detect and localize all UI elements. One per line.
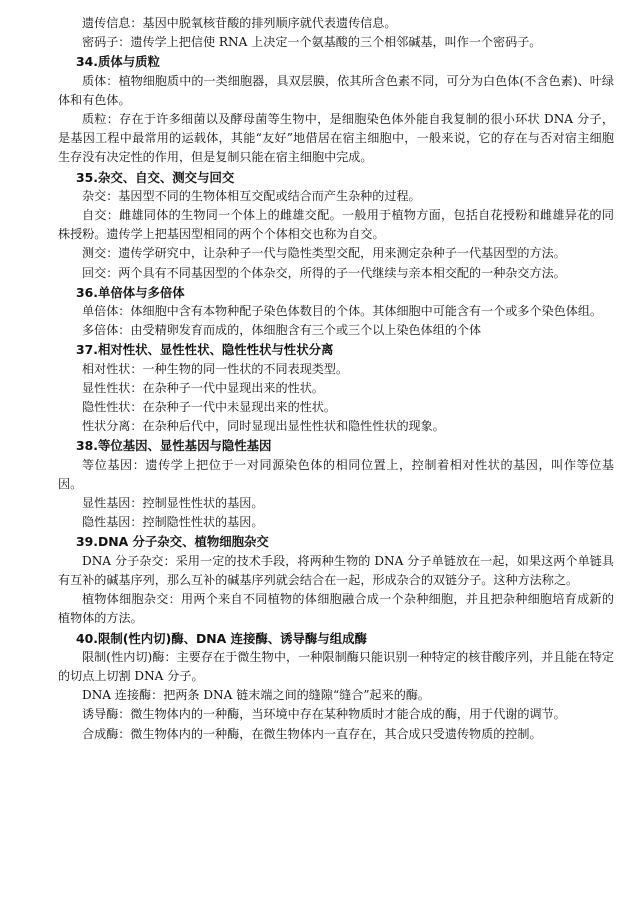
def-allele: 等位基因：遗传学上把位于一对同源染色体的相同位置上，控制着相对性状的基因，叫作等位基因。 <box>58 457 614 491</box>
def-dominant-trait: 显性性状：在杂种子一代中显现出来的性状。 <box>82 380 324 395</box>
section-heading-36: 36.单倍体与多倍体 <box>76 284 185 300</box>
def-haploid: 单倍体：体细胞中含有本物种配子染色体数目的个体。其体细胞中可能含有一个或多个染色体组。 <box>82 304 603 319</box>
def-plastid: 质体：植物细胞质中的一类细胞器，具双层膜，依其所含色素不同，可分为白色体(不含色素)、叶绿体和有色体。 <box>58 73 614 107</box>
section-heading-39: 39.DNA 分子杂交、植物细胞杂交 <box>76 534 269 550</box>
def-trait-segregation: 性状分离：在杂种后代中，同时显现出显性性状和隐性性状的现象。 <box>82 419 445 434</box>
def-polyploid: 多倍体：由受精卵发育而成的，体细胞含有三个或三个以上染色体组的个体 <box>82 323 482 338</box>
def-backcross: 回交：两个具有不同基因型的个体杂交，所得的子一代继续与亲本相交配的一种杂交方法。 <box>82 265 566 280</box>
def-selfing: 自交：雌雄同体的生物同一个体上的雌雄交配。一般用于植物方面，包括自花授粉和雌雄异花的同株授粉。遗传学上把基因型相同的两个个体相交也称为自交。 <box>58 208 614 242</box>
def-somatic-hybridization: 植物体细胞杂交：用两个来自不同植物的体细胞融合成一个杂种细胞，并且把杂种细胞培育成新的植物体的方法。 <box>58 592 614 626</box>
def-restriction-enzyme: 限制(性内切)酶：主要存在于微生物中，一种限制酶只能识别一种特定的核苷酸序列，并且能在特定的切点上切割 DNA 分子。 <box>58 649 614 683</box>
def-dna-ligase: DNA 连接酶：把两条 DNA 链末端之间的缝隙“缝合”起来的酶。 <box>82 688 430 703</box>
section-heading-34: 34.质体与质粒 <box>76 54 160 70</box>
def-hybridization: 杂交：基因型不同的生物体相互交配或结合而产生杂种的过程。 <box>82 188 421 203</box>
def-relative-trait: 相对性状：一种生物的同一性状的不同表现类型。 <box>82 361 349 376</box>
def-constitutive-enzyme: 合成酶：微生物体内的一种酶，在微生物体内一直存在，其合成只受遗传物质的控制。 <box>82 726 542 741</box>
def-genetic-information: 遗传信息：基因中脱氧核苷酸的排列顺序就代表遗传信息。 <box>82 16 397 30</box>
section-heading-37: 37.相对性状、显性性状、隐性性状与性状分离 <box>76 342 334 358</box>
def-dna-hybridization: DNA 分子杂交：采用一定的技术手段，将两种生物的 DNA 分子单链放在一起，如果这两个单链具有互补的碱基序列，那么互补的碱基序列就会结合在一起，形成杂合的双链分子。这种方法称之。 <box>58 553 614 587</box>
def-inducible-enzyme: 诱导酶：微生物体内的一种酶，当环境中存在某种物质时才能合成的酶，用于代谢的调节。 <box>82 707 566 722</box>
document-page <box>58 14 614 744</box>
section-heading-38: 38.等位基因、显性基因与隐性基因 <box>76 438 272 454</box>
def-recessive-trait: 隐性性状：在杂种子一代中未显现出来的性状。 <box>82 400 336 415</box>
def-dominant-gene: 显性基因：控制显性性状的基因。 <box>82 496 264 511</box>
def-testcross: 测交：遗传学研究中，让杂种子一代与隐性类型交配，用来测定杂种子一代基因型的方法。 <box>82 246 566 261</box>
section-heading-40: 40.限制(性内切)酶、DNA 连接酶、诱导酶与组成酶 <box>76 630 367 646</box>
def-codon: 密码子：遗传学上把信使 RNA 上决定一个氨基酸的三个相邻碱基，叫作一个密码子。 <box>82 35 542 50</box>
section-heading-35: 35.杂交、自交、测交与回交 <box>76 169 235 185</box>
def-plasmid: 质粒：存在于许多细菌以及酵母菌等生物中，是细胞染色体外能自我复制的很小环状 DNA 分子，是基因工程中最常用的运载体，其能“友好”地借居在宿主细胞中，一般来说，它的存在与否对宿主细胞生存没有决定性的作用，但是复制只能在宿主细胞中完成。 <box>58 112 614 165</box>
def-recessive-gene: 隐性基因：控制隐性性状的基因。 <box>82 515 264 530</box>
